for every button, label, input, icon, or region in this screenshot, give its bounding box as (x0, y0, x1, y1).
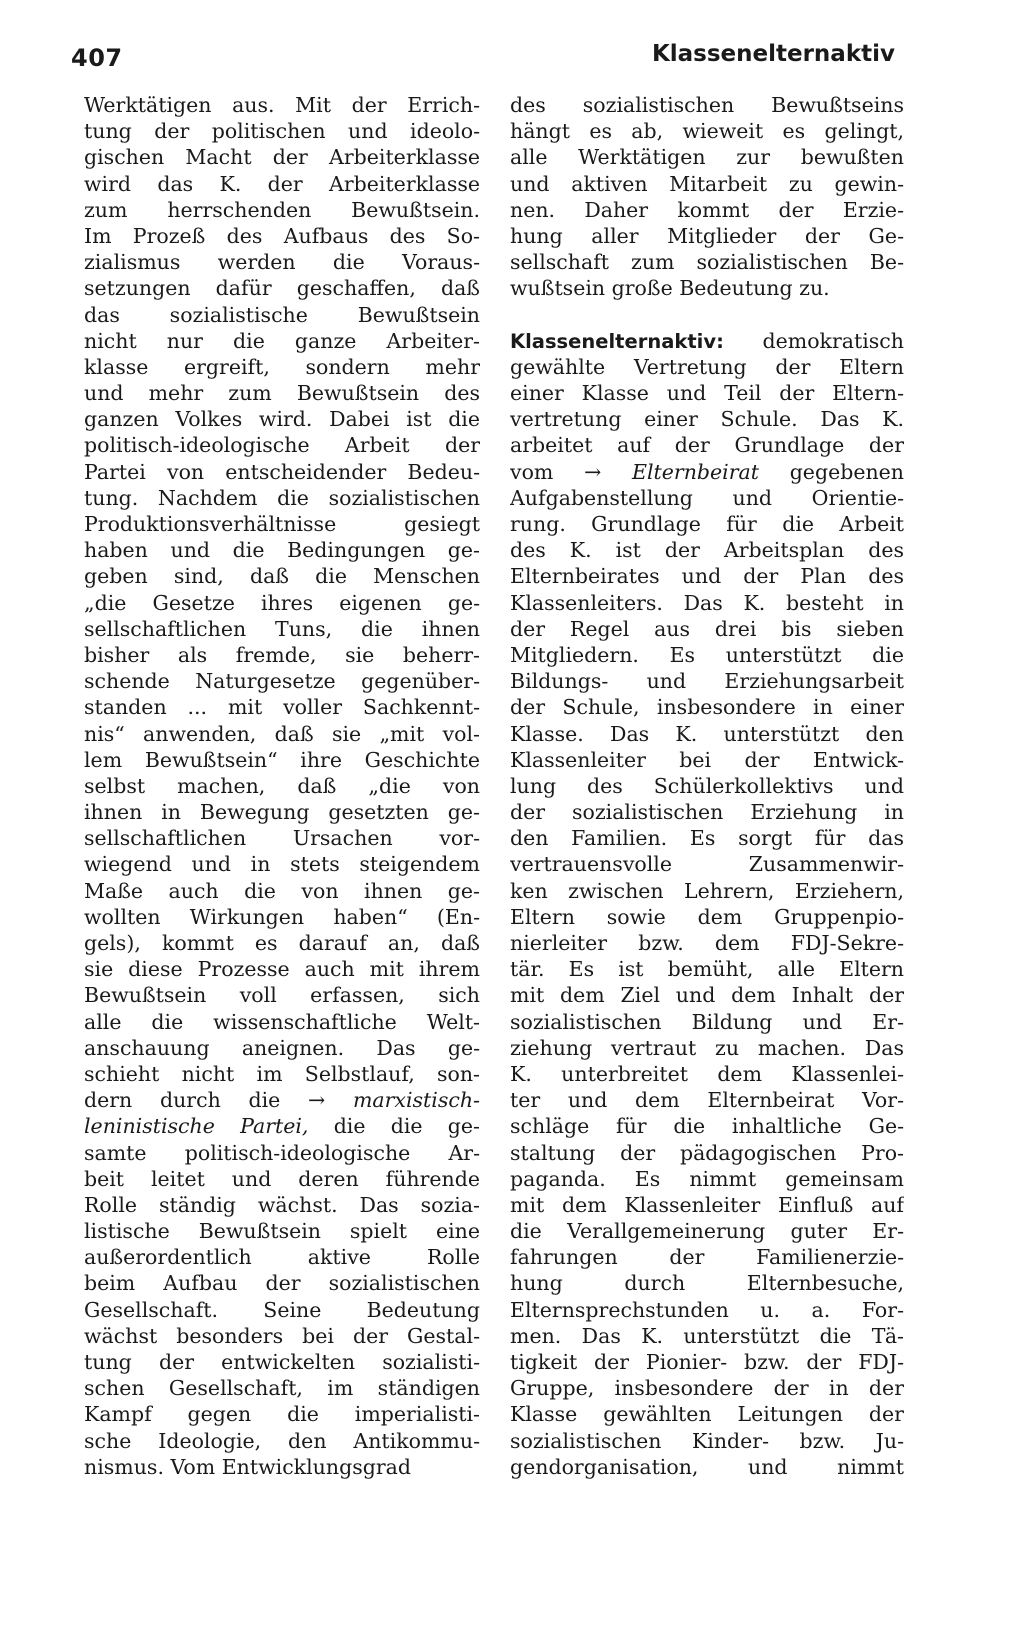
text-line: samte politisch-ideologische Ar- (84, 1140, 480, 1165)
text-line: schen Gesellschaft, im ständigen (84, 1376, 480, 1401)
text-line: außerordentlich aktive Rolle (84, 1245, 480, 1270)
text-line: sozialistischen Bildung und Er- (510, 1009, 904, 1034)
text-line: Rolle ständig wächst. Das sozia- (84, 1192, 480, 1217)
text-line: Gruppe, insbesondere der in der (510, 1376, 904, 1401)
text-line: politisch-ideologische Arbeit der (84, 433, 480, 458)
text-line: haben und die Bedingungen ge- (84, 538, 480, 563)
text-line: wußtsein große Bedeutung zu. (510, 276, 830, 301)
text-line: Klasse gewählten Leitungen der (510, 1402, 904, 1427)
entry-heading-line (510, 328, 904, 354)
text-line: der Schule, insbesondere in einer (510, 695, 904, 720)
text-line: gendorganisation, und nimmt (510, 1454, 904, 1479)
text-line: tung der politischen und ideolo- (84, 119, 480, 144)
text-line: und mehr zum Bewußtsein des (84, 381, 480, 406)
text-line: sozialistischen Kinder- bzw. Ju- (510, 1428, 904, 1453)
text-line: Klassenleiters. Das K. besteht in (510, 590, 904, 615)
text-fragment: dern durch die (84, 1088, 281, 1113)
text-line: wiegend und in stets steigendem (84, 852, 480, 877)
text-line: des sozialistischen Bewußtseins (510, 93, 904, 117)
text-line: K. unterbreitet dem Klassenlei- (510, 1061, 904, 1086)
text-line: Klassenleiter bei der Entwick- (510, 747, 904, 772)
text-line: wird das K. der Arbeiterklasse (84, 171, 480, 196)
text-line: beim Aufbau der sozialistischen (84, 1271, 480, 1296)
text-line-with-reference (84, 1113, 480, 1139)
text-line: Elternbeirates und der Plan des (510, 564, 904, 589)
text-line: hung aller Mitglieder der Ge- (510, 223, 904, 248)
text-line: einer Klasse und Teil der Eltern- (510, 381, 904, 406)
text-line: Eltern sowie dem Gruppenpio- (510, 904, 904, 929)
text-line: vertrauensvolle Zusammenwir- (510, 852, 904, 877)
running-head: Klassenelternaktiv (651, 41, 895, 67)
text-line: sellschaft zum sozialistischen Be- (510, 250, 904, 275)
text-line: wollten Wirkungen haben“ (En- (84, 904, 480, 929)
cross-reference-link: Elternbeirat (632, 459, 759, 484)
text-line: bisher als fremde, sie beherr- (84, 642, 480, 667)
text-line: den Familien. Es sorgt für das (510, 826, 904, 851)
text-line: alle Werktätigen zur bewußten (510, 145, 904, 170)
text-line: Kampf gegen die imperialisti- (84, 1402, 480, 1427)
text-fragment: vom (510, 459, 554, 484)
text-line: und aktiven Mitarbeit zu gewin- (510, 171, 904, 196)
text-fragment: die die ge- (333, 1114, 480, 1139)
text-line: gischen Macht der Arbeiterklasse (84, 145, 480, 170)
text-line: listische Bewußtsein spielt eine (84, 1219, 480, 1244)
text-line: tung. Nachdem die sozialistischen (84, 485, 480, 510)
text-line: anschauung aneignen. Das ge- (84, 1035, 480, 1060)
text-line: men. Das K. unterstützt die Tä- (510, 1323, 904, 1348)
text-line: tär. Es ist bemüht, alle Eltern (510, 957, 904, 982)
text-line: Maße auch die von ihnen ge- (84, 878, 480, 903)
text-line: sie diese Prozesse auch mit ihrem (84, 957, 480, 982)
text-line: gewählte Vertretung der Eltern (510, 354, 904, 379)
text-line: Bildungs- und Erziehungsarbeit (510, 669, 904, 694)
text-line: paganda. Es nimmt gemeinsam (510, 1166, 904, 1191)
text-line: nis“ anwenden, daß sie „mit vol- (84, 721, 480, 746)
text-line: zum herrschenden Bewußtsein. (84, 197, 480, 222)
text-line: hung durch Elternbesuche, (510, 1271, 904, 1296)
text-line: Klasse. Das K. unterstützt den (510, 721, 904, 746)
left-column (84, 92, 480, 1480)
text-line: nismus. Vom Entwicklungsgrad (84, 1454, 411, 1479)
right-column (510, 92, 904, 1480)
text-line: der Regel aus drei bis sieben (510, 616, 904, 641)
text-line: vertretung einer Schule. Das K. (510, 407, 904, 432)
text-line: tung der entwickelten sozialisti- (84, 1350, 480, 1374)
text-line: rung. Grundlage für die Arbeit (510, 512, 904, 536)
text-line: setzungen dafür geschaffen, daß (84, 276, 480, 301)
text-line: sellschaftlichen Ursachen vor- (84, 826, 480, 851)
text-line: Aufgabenstellung und Orientie- (510, 485, 904, 510)
text-line: sellschaftlichen Tuns, die ihnen (84, 616, 480, 641)
text-line-with-reference (84, 1087, 480, 1113)
text-line: mit dem Ziel und dem Inhalt der (510, 983, 904, 1008)
text-line: Im Prozeß des Aufbaus des So- (84, 223, 480, 248)
text-line: beit leitet und deren führende (84, 1166, 480, 1191)
text-line: Mitgliedern. Es unterstützt die (510, 642, 904, 667)
text-line: ken zwischen Lehrern, Erziehern, (510, 878, 904, 903)
text-line: die Verallgemeinerung guter Er- (510, 1219, 904, 1244)
text-line: nierleiter bzw. dem FDJ-Sekre- (510, 931, 904, 955)
reference-arrow: → (308, 1088, 326, 1113)
text-line: standen ... mit voller Sachkennt- (84, 695, 480, 720)
text-line: zialismus werden die Voraus- (84, 250, 480, 275)
text-line: fahrungen der Familienerzie- (510, 1245, 904, 1270)
text-line: hängt es ab, wieweit es gelingt, (510, 119, 904, 144)
text-line: tigkeit der Pionier- bzw. der FDJ- (510, 1350, 904, 1374)
text-line: mit dem Klassenleiter Einfluß auf (510, 1192, 904, 1217)
text-line: ter und dem Elternbeirat Vor- (510, 1088, 904, 1113)
text-line: Partei von entscheidender Bedeu- (84, 459, 480, 484)
text-line: Elternsprechstunden u. a. For- (510, 1297, 904, 1322)
text-line: Produktionsverhältnisse gesiegt (84, 512, 480, 536)
text-line: „die Gesetze ihres eigenen ge- (84, 590, 480, 615)
text-line: sche Ideologie, den Antikommu- (84, 1428, 480, 1453)
cross-reference-link: leninistische Partei, (84, 1114, 309, 1139)
text-fragment: demokratisch (762, 328, 904, 353)
text-fragment: gegebenen (789, 459, 904, 484)
text-line-with-reference (510, 459, 904, 485)
text-line: schieht nicht im Selbstlauf, son- (84, 1061, 480, 1086)
text-line: das sozialistische Bewußtsein (84, 302, 480, 327)
text-line: Bewußtsein voll erfassen, sich (84, 983, 480, 1008)
text-line: staltung der pädagogischen Pro- (510, 1140, 904, 1165)
text-line: geben sind, daß die Menschen (84, 564, 480, 589)
text-line: nicht nur die ganze Arbeiter- (84, 328, 480, 353)
text-line: klasse ergreift, sondern mehr (84, 354, 480, 379)
text-line: alle die wissenschaftliche Welt- (84, 1009, 480, 1034)
text-line: des K. ist der Arbeitsplan des (510, 538, 904, 563)
text-line: ganzen Volkes wird. Dabei ist die (84, 407, 480, 432)
text-line: nen. Daher kommt der Erzie- (510, 197, 904, 222)
text-line: gels), kommt es darauf an, daß (84, 931, 480, 955)
paragraph-gap (510, 302, 904, 328)
text-line: ihnen in Bewegung gesetzten ge- (84, 800, 480, 825)
text-line: Gesellschaft. Seine Bedeutung (84, 1297, 480, 1322)
page-number: 407 (71, 44, 123, 72)
cross-reference-link: marxistisch- (352, 1088, 480, 1113)
text-line: der sozialistischen Erziehung in (510, 800, 904, 825)
text-line: selbst machen, daß „die von (84, 773, 480, 798)
text-line: schende Naturgesetze gegenüber- (84, 669, 480, 694)
text-line: ziehung vertraut zu machen. Das (510, 1035, 904, 1060)
text-line: lung des Schülerkollektivs und (510, 773, 904, 798)
text-line: lem Bewußtsein“ ihre Geschichte (84, 747, 480, 772)
entry-keyword: Klassenelternaktiv: (510, 329, 724, 353)
text-line: wächst besonders bei der Gestal- (84, 1323, 480, 1348)
text-line: arbeitet auf der Grundlage der (510, 433, 904, 458)
text-line: schläge für die inhaltliche Ge- (510, 1114, 904, 1139)
text-line: Werktätigen aus. Mit der Errich- (84, 93, 480, 117)
reference-arrow: → (584, 459, 602, 484)
